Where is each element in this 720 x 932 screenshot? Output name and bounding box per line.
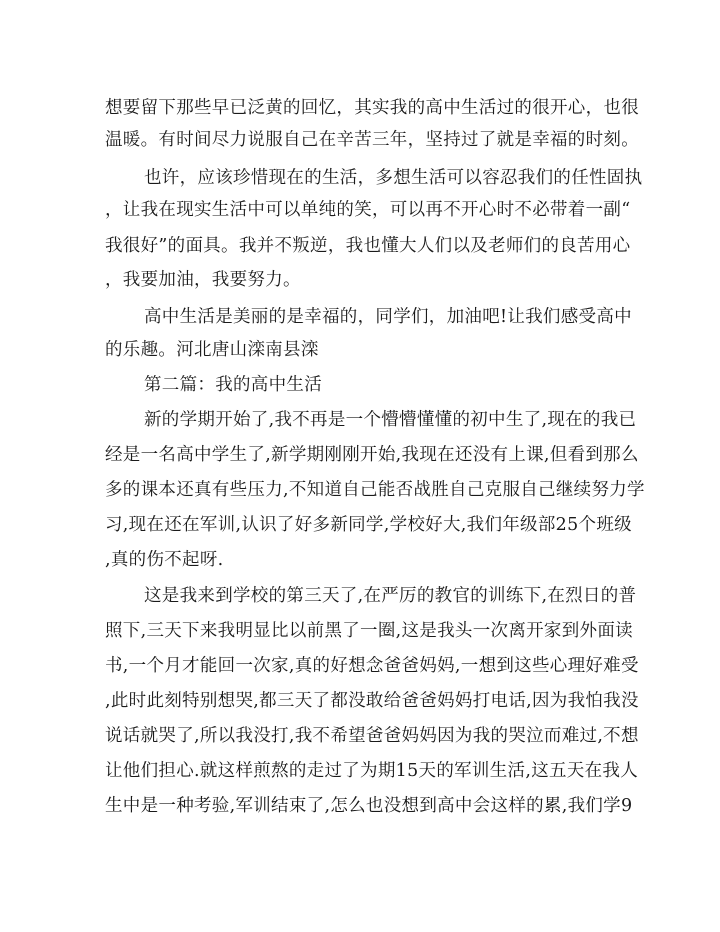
text-line: 书,一个月才能回一次家,真的好想念爸爸妈妈,一想到这些心理好难受 <box>105 656 639 676</box>
text-line: 的乐趣。河北唐山滦南县滦 <box>105 340 319 360</box>
text-line: ,此时此刻特别想哭,都三天了都没敢给爸爸妈妈打电话,因为我怕我没 <box>105 691 639 711</box>
text-line: 新的学期开始了,我不再是一个懵懵懂懂的初中生了,现在的我已 <box>144 410 637 430</box>
text-line: 这是我来到学校的第三天了,在严厉的教官的训练下,在烈日的普 <box>144 586 637 606</box>
section-heading: 第二篇：我的高中生活 <box>144 375 322 395</box>
text-line: 高中生活是美丽的是幸福的，同学们，加油吧!让我们感受高中 <box>144 307 632 327</box>
text-line: 经是一名高中学生了,新学期刚刚开始,我现在还没有上课,但看到那么 <box>105 445 639 465</box>
text-line: 照下,三天下来我明显比以前黑了一圈,这是我头一次离开家到外面读 <box>105 621 633 641</box>
text-line: 说话就哭了,所以我没打,我不希望爸爸妈妈因为我的哭泣而难过,不想 <box>105 726 639 746</box>
text-line: 习,现在还在军训,认识了好多新同学,学校好大,我们年级部25个班级 <box>105 515 632 535</box>
text-line: ，让我在现实生活中可以单纯的笑，可以再不开心时不必带着一副“ <box>105 200 631 220</box>
text-line: 我很好”的面具。我并不叛逆，我也懂大人们以及老师们的良苦用心 <box>105 236 631 256</box>
text-line: 温暖。有时间尽力说服自己在辛苦三年，坚持过了就是幸福的时刻。 <box>105 130 639 150</box>
text-line: 想要留下那些早已泛黄的回忆，其实我的高中生活过的很开心，也很 <box>105 98 639 118</box>
text-line: 多的课本还真有些压力,不知道自己能否战胜自己克服自己继续努力学 <box>105 480 645 500</box>
text-line: 生中是一种考验,军训结束了,怎么也没想到高中会这样的累,我们学9 <box>105 796 633 816</box>
text-line: ,真的伤不起呀. <box>105 550 224 570</box>
text-line: ，我要加油，我要努力。 <box>105 270 301 290</box>
text-line: 让他们担心.就这样煎熬的走过了为期15天的军训生活,这五天在我人 <box>105 761 638 781</box>
text-line: 也许，应该珍惜现在的生活，多想生活可以容忍我们的任性固执 <box>144 168 643 188</box>
